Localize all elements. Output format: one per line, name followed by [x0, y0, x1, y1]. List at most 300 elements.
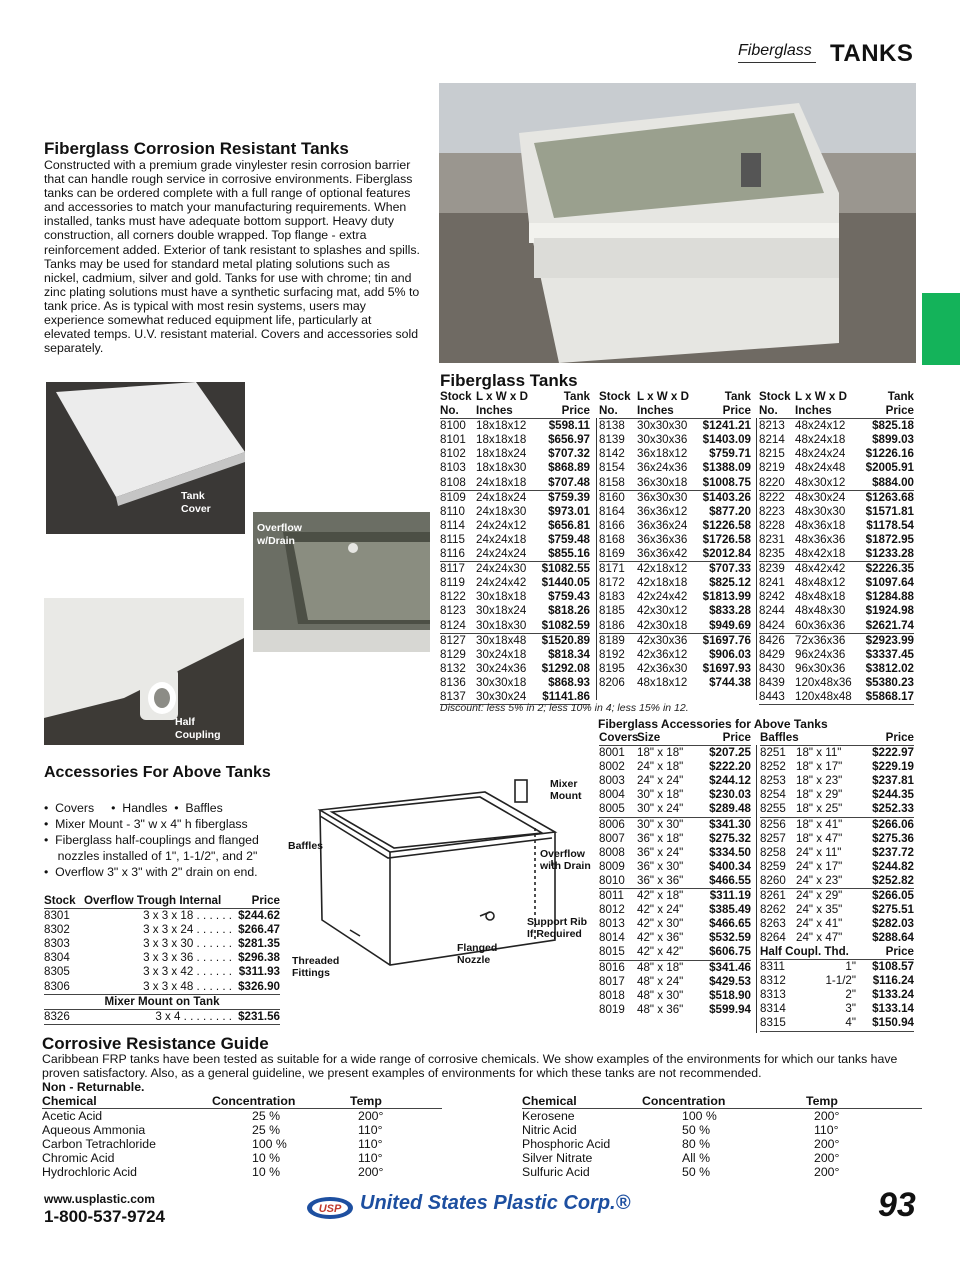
dimensions: 48x24x18 [795, 433, 846, 447]
dimensions: 24x18x24 [476, 490, 527, 504]
stock-no: 8007 [599, 831, 625, 845]
baffle-size: 18" x 23" [796, 774, 843, 788]
stock-no: 8220 [759, 475, 785, 489]
cover-size: 42" x 18" [637, 889, 684, 903]
cover-price: $518.90 [709, 988, 751, 1002]
trough-size: 3 x 3 x 24 . . . . . . [143, 923, 232, 937]
table-row [760, 889, 914, 903]
dimensions: 30x18x48 [476, 633, 527, 647]
overflow-caption: Overflow w/Drain [257, 522, 302, 547]
stock-no: 8116 [440, 547, 465, 561]
dimensions: 42x36x12 [637, 647, 688, 661]
stock-no: 8103 [440, 461, 466, 475]
stock-no: 8003 [599, 774, 625, 788]
table-row [599, 889, 751, 903]
stock-no: 8206 [599, 675, 625, 689]
table-row [599, 860, 751, 874]
table-row [759, 576, 914, 590]
flanged-nozzle-label: Flanged Nozzle [457, 942, 498, 966]
table-header-row [759, 404, 914, 419]
chemical-row [42, 1123, 442, 1137]
chemical-name: Acetic Acid [42, 1109, 103, 1124]
tank-price: $868.93 [548, 675, 590, 689]
table-row [760, 846, 914, 860]
tank-price: $1141.86 [542, 689, 590, 703]
tank-price: $825.12 [709, 576, 751, 590]
table-row [599, 802, 751, 817]
baffle-size: 18" x 47" [796, 831, 843, 845]
covers-header: Covers [599, 731, 639, 744]
trough-price: $244.62 [238, 909, 280, 923]
mixer-mount-label: Mixer Mount [550, 778, 582, 802]
stock-no: 8186 [599, 618, 625, 632]
tank-accessories-diagram [290, 770, 590, 990]
cover-price: $599.94 [709, 1002, 751, 1016]
concentration: 10 % [252, 1151, 281, 1166]
dimensions: 30x24x18 [476, 647, 527, 661]
table-row [759, 447, 914, 461]
dims-header: Inches [637, 404, 674, 418]
table-row [599, 846, 751, 860]
stock-no: 8154 [599, 461, 625, 475]
table-row [440, 576, 590, 590]
dimensions: 42x30x18 [637, 618, 688, 632]
tank-price: $1403.26 [702, 490, 751, 504]
cover-size: 24" x 18" [637, 760, 684, 774]
accessories-table-title: Fiberglass Accessories for Above Tanks [598, 717, 828, 731]
baffle-price: $266.05 [872, 889, 914, 903]
corrosion-guide-title: Corrosive Resistance Guide [42, 1034, 269, 1053]
chemical-row [522, 1165, 922, 1179]
trough-size: 3 x 3 x 48 . . . . . . [143, 979, 232, 993]
tank-price: $1520.89 [541, 633, 590, 647]
stock-header: Stock [759, 390, 791, 403]
chemical-name: Nitric Acid [522, 1123, 577, 1138]
overflow-drain-label: Overflow with Drain [540, 848, 591, 872]
table-row [440, 619, 590, 634]
chemical-row [42, 1151, 442, 1165]
tank-cover-caption: Tank Cover [181, 490, 211, 515]
cover-size: 48" x 36" [637, 1002, 684, 1016]
table-row [759, 590, 914, 604]
concentration: 50 % [682, 1123, 711, 1138]
stock-no: 8109 [440, 490, 466, 504]
price-header: Tank [887, 390, 914, 403]
cover-size: 36" x 18" [637, 831, 684, 845]
stock-no: 8253 [760, 774, 786, 788]
trough-size: 3 x 3 x 18 . . . . . . [143, 909, 232, 923]
dims-header: Inches [795, 404, 832, 418]
table-row [599, 1003, 751, 1017]
table-row [440, 590, 590, 604]
concentration: 100 % [252, 1137, 287, 1152]
stock-no: 8108 [440, 475, 466, 489]
baffle-price: $275.36 [872, 831, 914, 845]
table-row [440, 562, 590, 576]
usp-logo-text: USP [318, 1203, 342, 1215]
table-row [760, 974, 914, 988]
stock-no: 8127 [440, 633, 466, 647]
thread-size: 4" [845, 1016, 856, 1030]
baffle-price: $252.33 [872, 802, 914, 816]
stock-no: 8013 [599, 917, 625, 931]
overflow-drain-photo [253, 512, 430, 652]
usp-logo [306, 1196, 354, 1220]
baffle-size: 24" x 23" [796, 873, 843, 887]
dimensions: 42x30x36 [637, 633, 688, 647]
cover-size: 18" x 18" [637, 746, 684, 760]
cover-price: $400.34 [709, 859, 751, 873]
table-header-row [599, 731, 751, 746]
tank-price: $2012.84 [702, 547, 751, 561]
baffle-size: 24" x 41" [796, 917, 843, 931]
size-header: Size [637, 731, 661, 744]
cover-size: 30" x 24" [637, 802, 684, 816]
category-underline [738, 62, 816, 63]
stock-no: 8123 [440, 604, 466, 618]
table-row [760, 746, 914, 760]
cover-price: $385.49 [709, 903, 751, 917]
stock-no: 8313 [760, 988, 786, 1002]
cover-size: 30" x 30" [637, 817, 684, 831]
dimensions: 36x36x42 [637, 547, 688, 561]
table-row [760, 1002, 914, 1016]
cover-size: 30" x 18" [637, 788, 684, 802]
tank-price: $1082.59 [541, 618, 590, 632]
price-header: Price [885, 731, 914, 744]
dimensions: 24x24x24 [476, 547, 527, 561]
dimensions: 24x24x30 [476, 562, 527, 576]
chemical-name: Carbon Tetrachloride [42, 1137, 156, 1152]
table-row [760, 832, 914, 846]
table-row [440, 662, 590, 676]
dimensions: 96x30x36 [795, 661, 846, 675]
concentration-header: Concentration [642, 1094, 726, 1108]
chemical-table-right [522, 1094, 922, 1180]
dimensions: 48x36x36 [795, 532, 846, 546]
chemical-header: Chemical [42, 1094, 97, 1108]
concentration: 50 % [682, 1165, 711, 1180]
stock-no: 8142 [599, 447, 625, 461]
tank-price: $759.48 [548, 532, 590, 546]
chemical-name: Phosphoric Acid [522, 1137, 611, 1152]
table-row [440, 505, 590, 519]
stock-no: 8301 [44, 909, 70, 923]
tank-price: $899.03 [872, 433, 914, 447]
concentration: 10 % [252, 1165, 281, 1180]
stock-no: 8244 [759, 604, 785, 618]
chemical-row [522, 1109, 922, 1123]
dims-header: L x W x D [795, 390, 847, 403]
temperature: 200° [814, 1137, 840, 1152]
table-row [440, 461, 590, 475]
feature-item: nozzles installed of 1", 1-1/2", and 2" [44, 849, 258, 863]
table-row [760, 760, 914, 774]
stock-no: 8304 [44, 951, 70, 965]
cover-price: $606.75 [709, 945, 751, 959]
table-row [599, 461, 751, 475]
stock-no: 8262 [760, 903, 786, 917]
tank-price: $3812.02 [865, 661, 914, 675]
dimensions: 48x48x18 [795, 590, 846, 604]
dimensions: 36x24x36 [637, 461, 688, 475]
tank-price: $744.38 [709, 675, 751, 689]
column-divider [756, 745, 757, 1033]
temperature: 200° [814, 1109, 840, 1124]
stock-no: 8010 [599, 873, 625, 887]
table-row [759, 505, 914, 519]
dimensions: 36x30x18 [637, 475, 688, 489]
table-row [599, 433, 751, 447]
table-row [599, 917, 751, 931]
half-coupling-caption: Half Coupling [175, 716, 221, 741]
table-row [44, 909, 280, 923]
tank-price: $818.34 [548, 647, 590, 661]
dims-header: L x W x D [637, 390, 689, 403]
chemical-row [522, 1123, 922, 1137]
table-row [759, 648, 914, 662]
dimensions: 48x30x12 [795, 475, 846, 489]
table-row [599, 903, 751, 917]
stock-no: 8172 [599, 576, 625, 590]
cover-price: $334.50 [709, 845, 751, 859]
table-row [760, 788, 914, 802]
accessories-feature-list [44, 800, 294, 880]
tank-price: $818.26 [548, 604, 590, 618]
stock-no: 8117 [440, 562, 465, 576]
table-row [440, 476, 590, 491]
stock-no: 8251 [760, 746, 786, 760]
table-row [599, 590, 751, 604]
stock-no: 8110 [440, 504, 465, 518]
company-name: United States Plastic Corp.® [360, 1192, 631, 1214]
tank-price: $1097.64 [865, 576, 914, 590]
chemical-name: Silver Nitrate [522, 1151, 593, 1166]
dimensions: 24x24x12 [476, 518, 527, 532]
column-divider [596, 418, 597, 700]
baffle-size: 24" x 29" [796, 889, 843, 903]
table-row [599, 662, 751, 676]
tank-price: $906.03 [709, 647, 751, 661]
temperature: 200° [814, 1165, 840, 1180]
table-row [760, 988, 914, 1002]
stock-no: 8102 [440, 447, 466, 461]
stock-no: 8254 [760, 788, 786, 802]
stock-no: 8115 [440, 532, 465, 546]
table-row [599, 476, 751, 491]
column-divider [756, 418, 757, 700]
dimensions: 96x24x36 [795, 647, 846, 661]
tank-price: $1403.09 [702, 433, 751, 447]
stock-no: 8256 [760, 817, 786, 831]
cover-size: 42" x 36" [637, 931, 684, 945]
temperature: 110° [358, 1151, 383, 1166]
stock-no: 8016 [599, 960, 625, 974]
tanks-table-title: Fiberglass Tanks [440, 371, 578, 390]
website-link[interactable]: www.usplastic.com [44, 1192, 155, 1206]
stock-no: 8136 [440, 675, 466, 689]
table-row [599, 788, 751, 802]
dims-header: L x W x D [476, 390, 528, 403]
table-header-row [760, 945, 914, 960]
phone-number: 1-800-537-9724 [44, 1207, 165, 1226]
discount-note: Discount: less 5% in 2; less 10% in 4; less 15% in 12. [440, 702, 689, 714]
stock-no: 8302 [44, 923, 70, 937]
table-row [599, 931, 751, 945]
baffle-price: $237.72 [872, 845, 914, 859]
dimensions: 30x18x30 [476, 618, 527, 632]
dimensions: 18x18x18 [476, 433, 527, 447]
table-row [599, 604, 751, 618]
tank-price: $1726.58 [702, 532, 751, 546]
stock-no: 8171 [599, 562, 625, 576]
tank-price: $1008.75 [702, 475, 751, 489]
concentration: All % [682, 1151, 711, 1166]
baffle-size: 24" x 35" [796, 903, 843, 917]
table-row [44, 965, 280, 979]
table-row [440, 433, 590, 447]
chemical-table-left [42, 1094, 442, 1180]
stock-no: 8261 [760, 889, 786, 903]
concentration: 25 % [252, 1123, 281, 1138]
chemical-row [42, 1109, 442, 1123]
stock-header: No. [440, 404, 459, 418]
table-row [599, 576, 751, 590]
stock-no: 8426 [759, 633, 785, 647]
threaded-fittings-label: Threaded Fittings [292, 955, 340, 979]
stock-no: 8257 [760, 831, 786, 845]
chemical-name: Aqueous Ammonia [42, 1123, 146, 1138]
table-row [599, 975, 751, 989]
cover-price: $466.65 [709, 917, 751, 931]
baffles-table [760, 731, 914, 945]
tank-price: $1263.68 [865, 490, 914, 504]
stock-no: 8138 [599, 419, 625, 433]
cover-size: 24" x 24" [637, 774, 684, 788]
temperature: 200° [814, 1151, 840, 1166]
concentration: 80 % [682, 1137, 711, 1152]
chemical-row [42, 1165, 442, 1179]
table-row [440, 604, 590, 618]
coupling-price: $116.24 [872, 974, 914, 988]
price-header: Price [561, 404, 590, 418]
dimensions: 72x36x36 [795, 633, 846, 647]
table-row [599, 491, 751, 505]
dimensions: 36x36x12 [637, 504, 688, 518]
table-row [599, 818, 751, 832]
tank-price: $2005.91 [865, 461, 914, 475]
stock-no: 8306 [44, 979, 70, 993]
stock-no: 8008 [599, 845, 625, 859]
dimensions: 30x18x24 [476, 604, 527, 618]
table-row [759, 419, 914, 433]
table-row [759, 604, 914, 618]
tank-price: $855.16 [548, 547, 590, 561]
cover-price: $429.53 [709, 974, 751, 988]
dimensions: 24x18x18 [476, 475, 527, 489]
table-row [759, 519, 914, 533]
stock-no: 8164 [599, 504, 625, 518]
stock-header: No. [759, 404, 778, 418]
table-row [759, 634, 914, 648]
price-header: Price [885, 945, 914, 958]
overflow-trough-table [44, 894, 280, 1025]
dimensions: 48x30x30 [795, 504, 846, 518]
coupling-price: $108.57 [872, 960, 914, 974]
table-row [599, 945, 751, 960]
cover-size: 48" x 30" [637, 988, 684, 1002]
thread-size: 3" [845, 1002, 856, 1016]
table-row [599, 447, 751, 461]
chemical-name: Kerosene [522, 1109, 575, 1124]
tank-price: $5380.23 [865, 675, 914, 689]
stock-no: 8231 [759, 532, 785, 546]
tank-price: $656.81 [548, 518, 590, 532]
dimensions: 60x36x36 [795, 618, 846, 632]
cover-size: 48" x 24" [637, 974, 684, 988]
table-row [599, 874, 751, 889]
table-row [599, 961, 751, 975]
stock-no: 8004 [599, 788, 625, 802]
table-row [440, 533, 590, 547]
stock-no: 8326 [44, 1009, 70, 1023]
table-row [760, 874, 914, 889]
concentration-header: Concentration [212, 1094, 296, 1108]
baffles-label: Baffles [288, 840, 324, 852]
stock-no: 8005 [599, 802, 625, 816]
stock-no: 8235 [759, 547, 785, 561]
tank-price: $1241.21 [702, 419, 751, 433]
stock-no: 8252 [760, 760, 786, 774]
chemical-row [522, 1151, 922, 1165]
baffle-price: $275.51 [872, 903, 914, 917]
table-row [599, 989, 751, 1003]
table-row [759, 676, 914, 690]
stock-no: 8001 [599, 746, 625, 760]
dimensions: 42x36x30 [637, 661, 688, 675]
table-row [599, 562, 751, 576]
stock-no: 8015 [599, 945, 625, 959]
price-header: Price [722, 731, 751, 744]
tank-price: $1571.81 [865, 504, 914, 518]
covers-table [599, 731, 751, 1017]
price-header: Tank [563, 390, 590, 403]
baffle-size: 18" x 25" [796, 802, 843, 816]
baffle-price: $229.19 [872, 760, 914, 774]
table-row [44, 951, 280, 965]
feature-item: • Covers • Handles • Baffles [44, 801, 223, 815]
cover-price: $222.20 [709, 760, 751, 774]
baffle-size: 24" x 47" [796, 931, 843, 945]
tank-price: $2923.99 [865, 633, 914, 647]
tank-price: $1178.54 [866, 518, 914, 532]
stock-no: 8223 [759, 504, 785, 518]
temperature: 200° [358, 1109, 384, 1124]
stock-no: 8219 [759, 461, 785, 475]
stock-no: 8119 [440, 576, 465, 590]
stock-no: 8264 [760, 931, 786, 945]
feature-item: • Fiberglass half-couplings and flanged [44, 833, 259, 847]
baffle-price: $244.82 [872, 859, 914, 873]
cover-size: 48" x 18" [637, 960, 684, 974]
table-row [760, 960, 914, 974]
tank-price: $759.43 [548, 590, 590, 604]
fiberglass-tank-photo [439, 83, 916, 363]
tank-price: $2621.74 [865, 618, 914, 632]
stock-no: 8019 [599, 1002, 625, 1016]
stock-header: Stock [599, 390, 631, 403]
stock-no: 8259 [760, 859, 786, 873]
